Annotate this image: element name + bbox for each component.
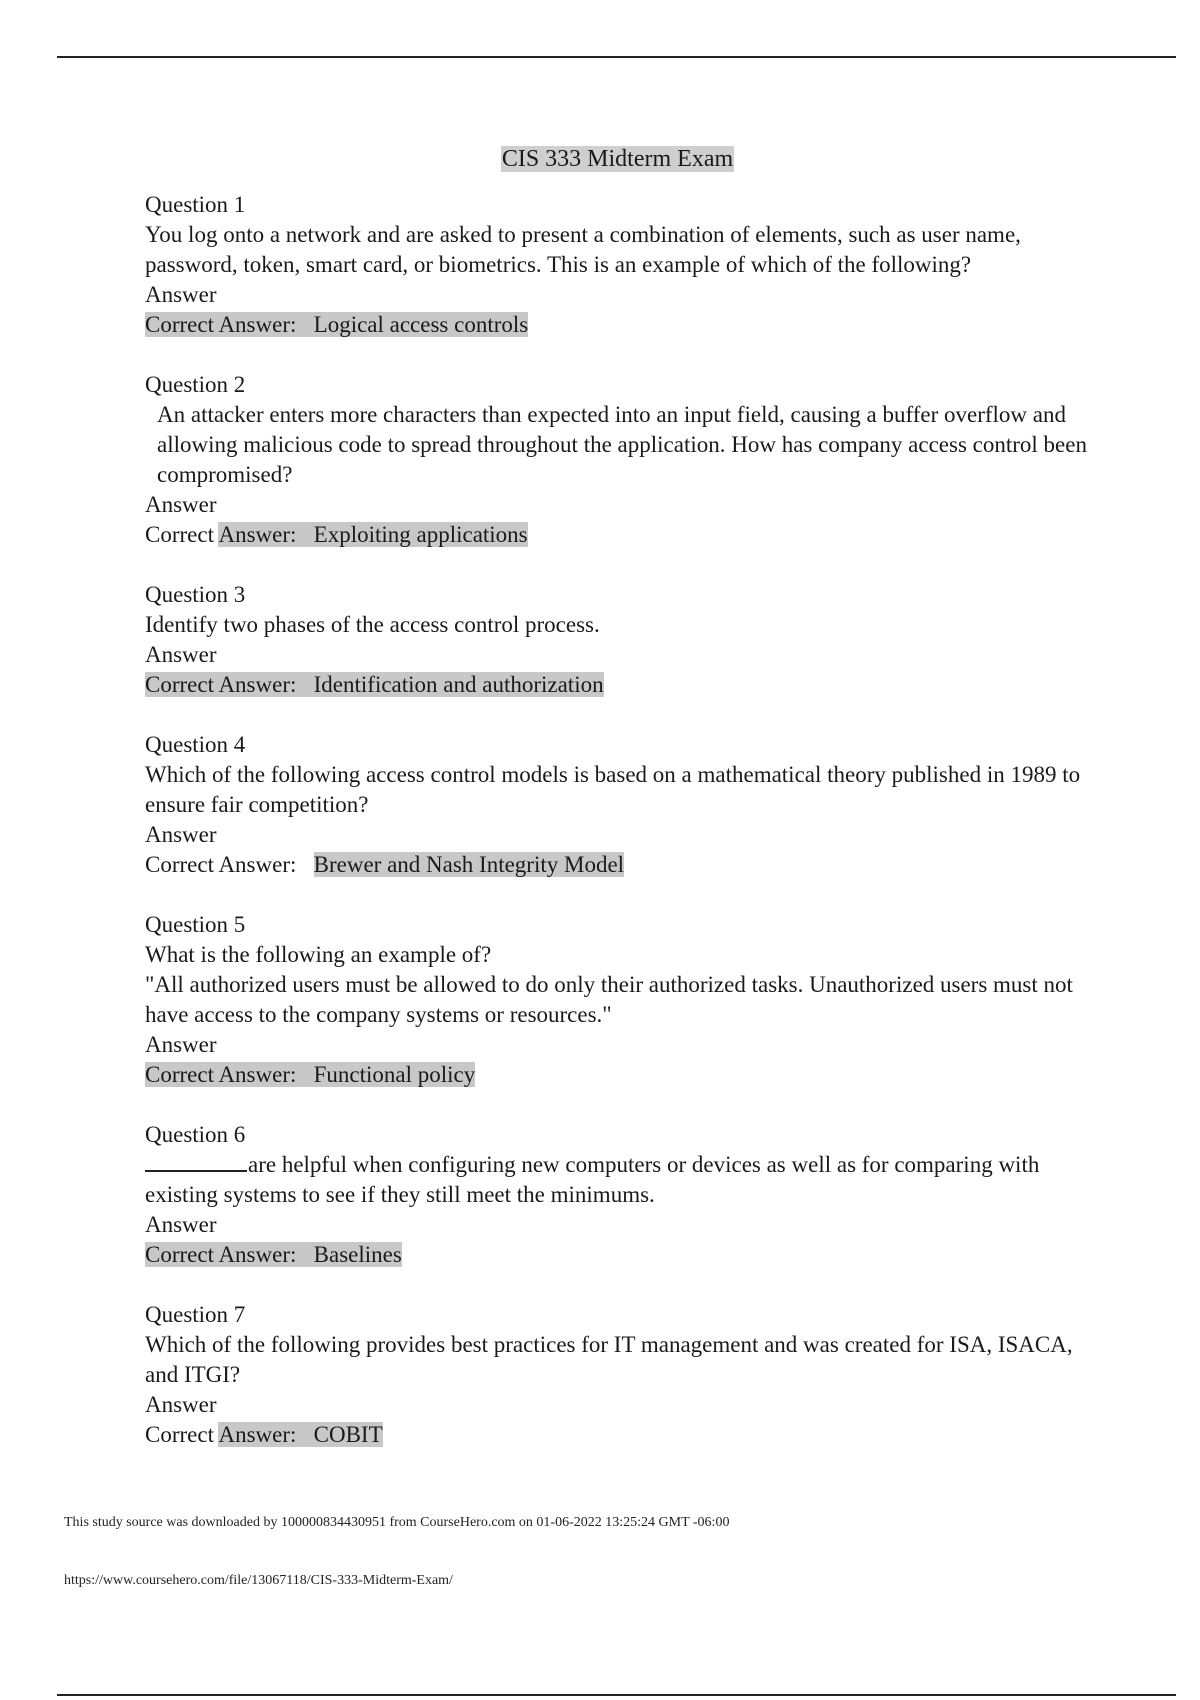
question-text: An attacker enters more characters than expected into an input field, causing a buffer overflow and allowing malicious code to spread throughout the application. How has company access control been compromised?: [157, 402, 1087, 487]
fill-in-blank: [145, 1150, 247, 1172]
answer-label: Answer: [145, 282, 217, 307]
answer-label: Answer: [145, 492, 217, 517]
correct-answer-word: Correct: [145, 1422, 214, 1447]
question-2: [145, 370, 1095, 550]
correct-answer-value: COBIT: [313, 1422, 383, 1447]
question-label: Question 4: [145, 732, 246, 757]
correct-answer-value: Brewer and Nash Integrity Model: [313, 852, 625, 877]
correct-answer-line: [145, 670, 1095, 700]
correct-answer-line: [145, 850, 1095, 880]
correct-answer-prefix: Answer:: [218, 1422, 297, 1447]
question-label: Question 2: [145, 372, 246, 397]
correct-answer-prefix: Correct Answer:: [145, 1242, 297, 1267]
correct-answer-value: Logical access controls: [313, 312, 529, 337]
question-label: Question 1: [145, 192, 246, 217]
correct-answer-value: Baselines: [313, 1242, 402, 1267]
question-text: What is the following an example of?: [145, 942, 492, 967]
correct-answer-word: Correct: [145, 522, 214, 547]
question-text: Which of the following access control models is based on a mathematical theory published in 1989 to ensure fair competition?: [145, 762, 1081, 817]
question-7: [145, 1300, 1095, 1450]
answer-label: Answer: [145, 1212, 217, 1237]
answer-label: Answer: [145, 642, 217, 667]
answer-label: Answer: [145, 1392, 217, 1417]
document-title: CIS 333 Midterm Exam: [501, 146, 734, 172]
correct-answer-prefix: Answer:: [218, 522, 297, 547]
correct-answer-value: Functional policy: [313, 1062, 476, 1087]
correct-answer-prefix: Correct Answer:: [145, 312, 297, 337]
question-3: [145, 580, 1095, 700]
question-label: Question 7: [145, 1302, 246, 1327]
bottom-rule: [57, 1694, 1176, 1696]
correct-answer-line: [145, 310, 1095, 340]
correct-answer-line: [145, 1060, 1095, 1090]
exam-content: [145, 190, 1095, 1480]
question-4: [145, 730, 1095, 880]
question-label: Question 6: [145, 1122, 246, 1147]
correct-answer-line: [145, 520, 1095, 550]
question-text: are helpful when configuring new computers or devices as well as for comparing with existing systems to see if they still meet the minimums.: [145, 1152, 1040, 1207]
correct-answer-prefix: Correct Answer:: [145, 672, 297, 697]
correct-answer-prefix: Correct Answer:: [145, 852, 297, 877]
question-text: Which of the following provides best practices for IT management and was created for ISA, ISACA, and ITGI?: [145, 1332, 1073, 1387]
question-label: Question 3: [145, 582, 246, 607]
question-label: Question 5: [145, 912, 246, 937]
footer-source-note: This study source was downloaded by 100000834430951 from CourseHero.com on 01-06-2022 13:25:24 GMT -06:00: [64, 1515, 730, 1530]
question-text: Identify two phases of the access control process.: [145, 612, 600, 637]
footer-url[interactable]: https://www.coursehero.com/file/13067118/CIS-333-Midterm-Exam/: [64, 1573, 453, 1588]
correct-answer-line: [145, 1420, 1095, 1450]
correct-answer-line: [145, 1240, 1095, 1270]
answer-label: Answer: [145, 822, 217, 847]
answer-label: Answer: [145, 1032, 217, 1057]
question-text-line: [145, 1150, 1095, 1210]
correct-answer-value: Exploiting applications: [313, 522, 528, 547]
question-1: [145, 190, 1095, 340]
title-wrap: [0, 145, 1200, 173]
correct-answer-value: Identification and authorization: [313, 672, 604, 697]
top-rule: [57, 56, 1176, 58]
question-quote: "All authorized users must be allowed to do only their authorized tasks. Unauthorized users must not have access to the company systems or resources.": [145, 972, 1073, 1027]
correct-answer-prefix: Correct Answer:: [145, 1062, 297, 1087]
question-5: [145, 910, 1095, 1090]
question-text: You log onto a network and are asked to present a combination of elements, such as user name, password, token, smart card, or biometrics. This is an example of which of the following?: [145, 222, 1021, 277]
question-6: [145, 1120, 1095, 1270]
